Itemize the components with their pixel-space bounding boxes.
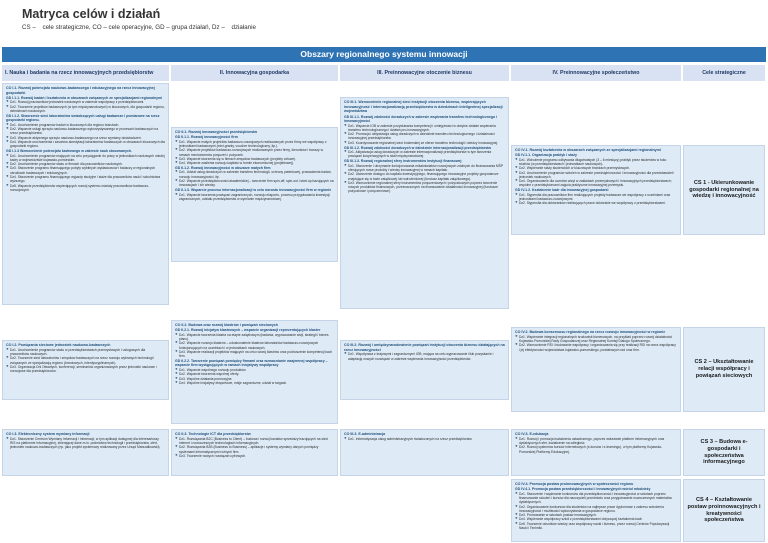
goal-heading: CO II.1. Rozwój innowacyjności przedsiębiorstw — [175, 130, 258, 134]
cell-r1-c1 — [2, 83, 169, 305]
action-item: ❖ Dz5. Wsparcie przedsiębiorstw wspierających rozwój systemu oświaty pracowników badawczo-rozwojowych. — [6, 184, 165, 193]
action-group-heading: GD IV.1.2. Kształcenie kadr dla innowacyjnej gospodarki — [515, 188, 609, 193]
goal-heading: CO IV.3. E-edukacja — [515, 432, 549, 436]
action-group-heading: GD I.1.2. Stworzenie sieci laboratoriów świadczących usługi badawcze i pomiarowe na rzecz gospodarki regionu. — [6, 113, 160, 123]
action-item: ❖ Dz3. Uruchomienie programów szkoleń w zakresie przedsiębiorczości i innowacyjności dla przedstawicieli jednostek naukowych. — [515, 171, 677, 180]
cell-r1-c3 — [340, 97, 509, 309]
goal-cs3: CS 3 – Budowa e-gospodarki i społeczeństwa informacyjnego — [683, 429, 765, 476]
action-group-heading: GD II.2.1. Rozwój inicjatyw klastrowych – wsparcie organizacji reprezentujących klaster — [175, 328, 321, 333]
action-group-heading: GD II.2.2. Tworzenie powiązań pomiędzy firmami oraz wzmacnianie wzajemnej współpracy – wsparcie firm występujących w ramach inicjatywy współpracy — [175, 358, 328, 368]
action-item: ❖ Dz2. Wsparcie przedsiębiorczości akademickiej – tworzenie firm spin-off, spin-out i start-up bazujących na innowacjach i ich wiedzy. — [175, 179, 334, 188]
action-item: ❖ Dz1. Rozwój pracowników jednostek naukowych w zakresie współpracy z przedsiębiorcami. — [6, 100, 165, 104]
action-group-heading: GD II.1.1. Rozwój innowacyjności firm — [175, 135, 238, 140]
action-item: ❖ Dz1. Uruchomienie programów badań w kluczowych dla regionu branżach. — [6, 123, 165, 127]
action-item: ❖ Dz2. Utworzenie dostępu do kapitału inwestycyjnego, finansującego innowacyjne projekty gospodarcze znajdujące się w fazie zalążkowej lub wdrożeniowej (fundusz kapitału zalążkowego). — [344, 172, 505, 181]
goal-cs4: CS 4 – Kształtowanie postaw proinnowacyjnych i kreatywności społeczeństwa — [683, 479, 765, 542]
goal-heading: CO I.2. Powiązania sieciowe jednostek naukowo-badawczych — [6, 343, 111, 347]
action-item: ❖ Dz4. Stworzenie programu finansującego wyjazdy studyjne i staże dla pracowników nauki i szkolnictwa wyższego. — [6, 175, 165, 184]
action-item: ❖ Dz1. Stypendia dla pracowników firm realizujących projekty badawcze we współpracy z uczelniami oraz jednostkami badawczo-rozwojowymi. — [515, 193, 677, 202]
action-item: ❖ Dz2. Wsparcie usługi sprzętu naukowo-badawczego wykorzystywanego w procesach badawczych na rzecz przedsiębiorstw. — [6, 127, 165, 136]
column-header-society: IV. Preinnowacyjne społeczeństwo — [511, 65, 681, 81]
action-group-heading: GD III.1.1. Rozwój zdolności doradczych w zakresie wspierania transferu technologicznego i innowacyjności — [344, 114, 498, 124]
action-group-heading: GD II.1.3. Wsparcie procesu internacjonalizacji w celu wzrostu innowacyjności firm w regionie — [175, 188, 332, 193]
cell-r1-c4 — [511, 145, 681, 235]
action-group-heading: GD I.1.3 Wzmocnienie potencjału kadrowego w zakresie nauk stosowanych. — [6, 149, 133, 154]
action-item: ❖ Dz2. Uruchomienie programów stażu w firmach dla pracowników naukowych. — [6, 162, 165, 166]
action-item: ❖ Dz1. Rozwiązania B2C (Business to Client) – budowa i rozwój kanałów sprzedaży bazujących na sieci internet i nowoczesnych technologiach informacyjnych. — [175, 437, 334, 446]
action-item: ❖ Dz4. Wspieranie współpracy szkół z przedsiębiorstwami dotyczącej kształcenia kadr. — [515, 517, 677, 521]
action-item: ❖ Dz1. Informatyzacja usług administracyjnych świadczonych na rzecz przedsiębiorstw. — [344, 437, 505, 441]
action-item: ❖ Dz1. Wsparcie małych projektów badawczo-rozwojowych realizowanych przez firmy we współpracy z jednostkami badawczymi (mini-granty, voucher technologiczny, itp.). — [175, 140, 334, 149]
action-item: ❖ Dz2. Promocja i aktywizacja usług doradczych w dziedzinie transferu technologicznego i działalności innowacyjnej przedsiębiorstw. — [344, 132, 505, 141]
action-item: ❖ Dz1. Stworzenie i wspieranie konkursów dla przedsiębiorczości i innowacyjności w szkołach poprzez finansowanie szkoleń i kursów dla nauczycieli przedmiotu oraz przygotowanie nowoczesnych materiałów dydaktycznych. — [515, 492, 677, 505]
page-title: Matryca celów i działań — [22, 7, 161, 21]
action-item: ❖ Dz3. Koordynowanie regionalnej sieci brokerskiej ze sferze transferu technologii i wiedzy innowacyjnej. — [344, 141, 505, 145]
column-header-economy: II. Innowacyjna gospodarka — [171, 65, 338, 81]
action-item: ❖ Dz2. Organizowanie konkursów dla studentów na najlepsze prace dyplomowe z zakresu wdrożenia innowacyjności i możliwości wykorzystania w gospodarce regionu. — [515, 505, 677, 514]
goal-cs2: CS 2 – Ukształtowanie relacji współpracy i powiązań sieciowych — [683, 327, 765, 412]
cell-r2-c1 — [2, 340, 169, 400]
legend — [22, 24, 261, 31]
goal-heading: CO III.3. E-administracja — [344, 432, 386, 436]
area-banner: Obszary regionalnego systemu innowacji — [2, 47, 766, 62]
action-item: ❖ Dz2. Tworzenie sieci laboratoriów i zespołów badawczych na rzecz rozwoju wybranych technologii związanych ze specjalizacją regionu (branżowych, interdyscyplinarnych). — [6, 356, 165, 365]
cell-r3-c1 — [2, 429, 169, 476]
goal-heading: CO II.3. Technologie ICT dla przedsiębiorstw — [175, 432, 251, 436]
action-item: ❖ Dz2. Rozwój systemów kursów internetowych (e-kursów i e-learningu), w tym platformy Kujawsko-Pomorskiej Platformy Edukacyjnej. — [515, 445, 677, 454]
action-item: ❖ Dz1. Udział usług doradczych w zakresie transferu technologii, ochrony patentowej, prowadzenia badań, rozwoju innowacyjności, itp. — [175, 170, 334, 179]
action-group-heading: GD IV.4.1. Promocja postaw przedsiębiorczości i innowacyjnych wśród młodzieży — [515, 487, 651, 492]
action-item: ❖ Dz1. Aktywizacja usług doradczych w zakresie internacjonalizacji przedsiębiorstw w tym tworzenia powiązań kooperacyjnych w skali międzynarodowej. — [344, 150, 505, 159]
action-item: ❖ Dz2. Tworzenie projektów badawczych (w tym międzynarodowych) w kluczowych, dla gospodarki regionu, dziedzinach naukowych. — [6, 105, 165, 114]
action-item: ❖ Dz1. Wsparcie wspólnego rozwoju produktów. — [175, 368, 334, 372]
action-item: ❖ Dz2. Wzmocnienie RSI i budowanie współpracy i organizowania się przy realizacji RSI na rzecz współpracy i jej efektywności województwa kujawsko-pomorskiego, powiatowych rad oraz firm. — [515, 343, 677, 352]
action-item: ❖ Dz4. Wspólne inicjatywy eksportowe, misje zagraniczne, udział w targach. — [175, 381, 334, 385]
action-item: ❖ Dz1. Wsparcie tworzenia powiązań zagranicznych, rozwoju eksportu, procesu przygotowania inwestycji zagranicznych, udziału przedsiębiorstw w wymianie międzynarodowej. — [175, 193, 334, 202]
cell-r2-c2 — [171, 320, 338, 424]
goal-heading: CO III.2. Rozwój i umiędzynarodowienie powiązań instytucji otoczenia biznesu działających na rzecz innowacyjności — [344, 343, 505, 352]
action-item: ❖ Dz3. Tworzenie nowych rozwiązań cyfrowych. — [175, 454, 334, 458]
cell-r3-c4 — [511, 429, 681, 476]
goal-heading: CO I.1. Rozwój potencjału naukowo-badawczego i edukacyjnego na rzecz innowacyjnej gospodarki — [6, 86, 155, 95]
goal-heading: CO III.1. Wzmocnienie regionalnej sieci instytucji otoczenia biznesu, wspierających innowacyjność i internacjonalizację przedsiębiorstw w dziedzinach inteligentnej specjalizacji województwa — [344, 100, 503, 114]
action-item: ❖ Dz2. Wsparcie projektów badawczo-rozwojowych realizowanych przez firmy, kierunków i transzy w ramach mechanizmów poręczeń i pożyczek. — [175, 148, 334, 157]
action-item: ❖ Dz3. Organizacja Dni Otwartych, konferencji, seminariów organizowanych przez jednostki naukowe i rozwojowe dla przedsiębiorców. — [6, 365, 165, 374]
column-header-science: I. Nauka i badania na rzecz innowacyjnych przedsiębiorstw — [2, 65, 169, 81]
action-item: ❖ Dz2. Stypendia dla doktorantów realizujących prace doktorskie we współpracy z przedsiębiorstwami. — [515, 201, 677, 205]
action-item: ❖ Dz3. Wzmocnienie regionalnej sfery instrumentów poręczeniowych i pożyczkowych poprzez tworzenie nowych produktów finansowych, przeznaczonych na finansowanie działalności innowacyjnej (fundusze pożyczkowe i poręczeniowe). — [344, 181, 505, 194]
cell-r2-c3 — [340, 340, 509, 400]
action-item: ❖ Dz4. Wsparcie zasilenia rozwoju kapitału w formie ekonomicznej (projektowej). — [175, 161, 334, 165]
legend-middle: cele strategiczne, CO – cele operacyjne, GD – grupa działań, Dz – — [42, 24, 225, 31]
goal-heading: CO IV.2. Budowa konsensusu regionalnego na rzecz rozwoju innowacyjności w regionie — [515, 330, 666, 334]
action-item: ❖ Dz1. Wsparcie tworzenia klastra na etapie zalążkowym (badania, wypracowanie wizji, strategii i biznes planu). — [175, 333, 334, 342]
action-item: ❖ Dz3. Promowanie w szkołach postaw innowacyjnych. — [515, 513, 677, 517]
action-item: ❖ Dz1. Rozwój i promocja kształcenia ustawicznego, poprzez wdrażanie platform informacyjnych oraz dydaktycznych sfer, kształcenie na odległość. — [515, 437, 677, 446]
action-item: ❖ Dz3. Stworzenie programu finansującego pobyty wybitnych wykładowców i badaczy w regionalnych ośrodkach badawczych i edukacyjnych. — [6, 166, 165, 175]
column-header-strategic-goals: Cele strategiczne — [683, 65, 765, 81]
action-item: ❖ Dz1. Stworzenie Centrum Wymiany Informacji i Informacji, w tym aplikacji dostępnej dla interesariuszy RIS na platformie informacyjnej, zbierającej dane m.in. podmiotów technologii i przedsiębiorstw, ofert, jednostek naukowo-badawczych (np. jako projekt systemowy realizowany przez Urząd Marszałkowski). — [6, 437, 165, 450]
cell-r3-c3 — [340, 429, 509, 476]
action-item: ❖ Dz1. Współpraca z krajowymi i zagranicznymi IOB, mająca na celu wypracowanie i/lub pozyskanie i adaptację nowych rozwiązań w zakresie wspierania innowacyjności przedsiębiorstw. — [344, 352, 505, 361]
action-item: ❖ Dz3. Wsparcie realizacji projektów mających na celu rozwój klastrów oraz podnoszenie kompetencji kadr firm. — [175, 350, 334, 359]
action-item: ❖ Dz1. Wdrożenie programu odbywania długotrwałych (3 – 6 miesięcy) praktyk przez studentów w toku studiów (w przedsiębiorstwach i jednostkach naukowych). — [515, 158, 677, 167]
action-item: ❖ Dz5. Tworzenie ośrodków wiedzy oraz współpracy nauki i biznesu, przez rozwój Centrów Popularyzacji Nauki i Techniki. — [515, 522, 677, 531]
action-item: ❖ Dz3. Wspólne działania promocyjne. — [175, 377, 334, 381]
action-item: ❖ Dz1. Uruchomienie programów stażu w przedsiębiorstwach przemysłowych i usługowych dla pracowników naukowych. — [6, 348, 165, 357]
action-group-heading: GD III.1.3. Rozwój regionalnej sfery instrumentów instytucji finansowej — [344, 159, 462, 164]
cell-r4-c4 — [511, 479, 681, 542]
action-item: ❖ Dz2. Wsparcie tworzenia wspólnej oferty. — [175, 372, 334, 376]
cell-r2-c4 — [511, 327, 681, 412]
legend-dz: działanie — [231, 24, 256, 31]
action-item: ❖ Dz4. Wsparcie uruchomienia i zasobów akredytacji laboratoriów badawczych w obszarach kluczowych dla gospodarki regionu. — [6, 140, 165, 149]
goal-heading: CO IV.1. Rozwój kształcenia w obszarach związanych ze specjalizacjami regionalnymi — [515, 148, 661, 152]
goal-heading: CO II.2. Budowa oraz rozwój klastrów i powiązań sieciowych — [175, 323, 279, 327]
action-item: ❖ Dz3. Wsparcie aktywnego sprzętu naukowo-badawczego na rzecz wymiany doświadczeń. — [6, 136, 165, 140]
goal-cs1: CS 1 - Ukierunkowanie gospodarki regionalnej na wiedzę i innowacyjność — [683, 145, 765, 235]
goal-heading: CO IV.4. Promocja postaw proinnowacyjnych w społeczności regionu — [515, 482, 634, 486]
action-item: ❖ Dz2. Rozwiązania B2B (Business to Business) – aplikacje i systemy wymiany danych pomiędzy systemami informatycznymi różnych firm. — [175, 445, 334, 454]
legend-cs: CS – — [22, 24, 36, 31]
cell-r1-c2 — [171, 127, 338, 262]
action-item: ❖ Dz1. Wspieranie integracji regionalnych środowisk biznesowych, na przykład poprzez rozwój działalności Kujawsko-Pomorskiej Rady Gospodarczej oraz Regionalnej Komisji Dialogu Społecznego. — [515, 335, 677, 344]
action-item: ❖ Dz4. Organizowanie dla uczniów wizyt w zakładach przemysłowych i innowacyjnych przedsiębiorstwach; wspólne z przedsiębiorcami zajęcia praktyczne innowacyjnej przemysłu. — [515, 179, 677, 188]
action-group-heading: GD III.1.2. Rozwój zdolności doradczych w dziedzinie internacjonalizacji przedsiębiorstw — [344, 145, 492, 150]
action-group-heading: GD II.1.2. Rozwój innowacyjności w obszarze małych firm — [175, 165, 271, 170]
action-group-heading: GD IV.1.1. Organizacja praktyk i staży — [515, 153, 577, 158]
action-item: ❖ Dz1. Stworzenie i utrzymanie funkcjonowania mikałoświatów rozwojowych zdolnych do finansowania MŚP oferujących nowe produkty i wiedzy innowacyjnej w ramach kapitału. — [344, 164, 505, 173]
action-group-heading: GD I.1.1. Rozwój badań i kształcenia w obszarach związanych ze specjalizacjami regionalnymi — [6, 95, 163, 100]
action-item: ❖ Dz2. Wsparcie rozwoju klastrów – udoskonalenie klastrów laboratoriów badawczo-rozwojowych funkcjonujących na uczelniach i w jednostkach naukowych. — [175, 341, 334, 350]
action-item: ❖ Dz1. Wsparcie IOB w zakresie pozyskiwania kompetencji i umiejętności w obrębie działań wspierania transferu technologicznego i działań pro-innowacyjnych. — [344, 124, 505, 133]
action-item: ❖ Dz1. Uruchomienie programów mających na celu przyciąganie do pracy w jednostkach naukowych młodej kadry w województwie kujawsko-pomorskim. — [6, 154, 165, 163]
action-item: ❖ Dz2. Wspieranie staży studenckich w kluczowych branżach przemysłowych. — [515, 166, 677, 170]
column-header-business-environment: III. Preinnowacyjne otoczenie biznesu — [340, 65, 509, 81]
goal-heading: CO I.3. Elektroniczny system wymiany informacji — [6, 432, 90, 436]
action-item: ❖ Dz3. Wsparcie tworzenia się w firmach zespołów badawczych (projekty celowe). — [175, 157, 334, 161]
cell-r3-c2 — [171, 429, 338, 476]
